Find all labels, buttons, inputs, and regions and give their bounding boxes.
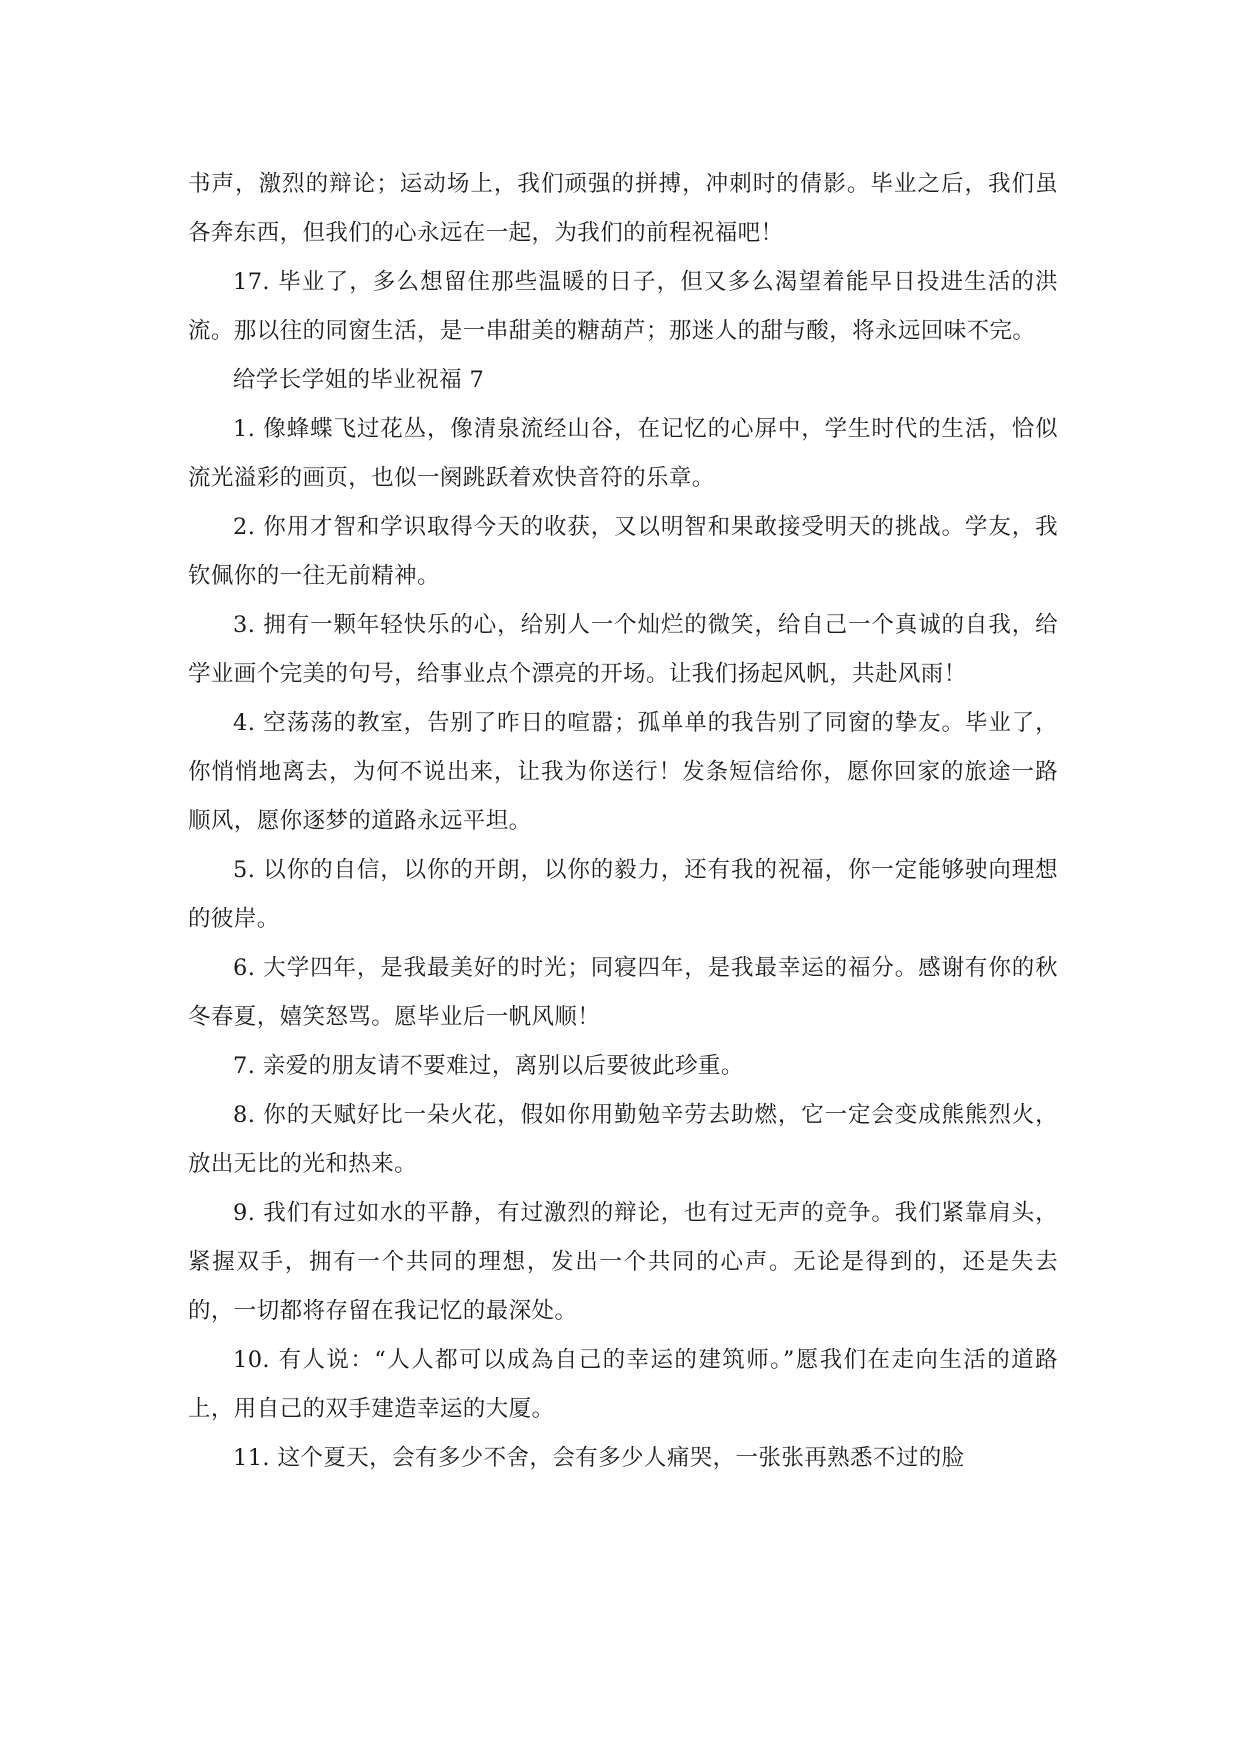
paragraph-wish-17: 17. 毕业了，多么想留住那些温暖的日子，但又多么渴望着能早日投进生活的洪流。那以往的同窗生活，是一串甜美的糖葫芦；那迷人的甜与酸，将永远回味不完。 — [188, 269, 1058, 344]
paragraph-wish-10: 10. 有人说：“人人都可以成為自己的幸运的建筑师。”愿我们在走向生活的道路上，用自己的双手建造幸运的大厦。 — [188, 1347, 1058, 1422]
paragraph-wish-6: 6. 大学四年，是我最美好的时光；同寝四年，是我最幸运的福分。感谢有你的秋冬春夏，嬉笑怒骂。愿毕业后一帆风顺！ — [188, 955, 1058, 1030]
paragraph-wish-2: 2. 你用才智和学识取得今天的收获，又以明智和果敢接受明天的挑战。学友，我钦佩你的一往无前精神。 — [188, 514, 1058, 589]
paragraph-wish-9: 9. 我们有过如水的平静，有过激烈的辩论，也有过无声的竞争。我们紧靠肩头，紧握双手，拥有一个共同的理想，发出一个共同的心声。无论是得到的，还是失去的，一切都将存留在我记忆的最深处。 — [188, 1200, 1058, 1324]
paragraph-wish-1: 1. 像蜂蝶飞过花丛，像清泉流经山谷，在记忆的心屏中，学生时代的生活，恰似流光溢彩的画页，也似一阕跳跃着欢快音符的乐章。 — [188, 416, 1058, 491]
paragraph-wish-11: 11. 这个夏天，会有多少不舍，会有多少人痛哭，一张张再熟悉不过的脸 — [233, 1445, 965, 1471]
document-body — [188, 160, 1058, 1483]
paragraph-wish-7: 7. 亲爱的朋友请不要难过，离别以后要彼此珍重。 — [233, 1053, 744, 1079]
paragraph-wish-8: 8. 你的天赋好比一朵火花，假如你用勤勉辛劳去助燃，它一定会变成熊熊烈火，放出无比的光和热来。 — [188, 1102, 1058, 1177]
section-heading: 给学长学姐的毕业祝福 7 — [233, 367, 485, 393]
paragraph-wish-4: 4. 空荡荡的教室，告别了昨日的喧嚣；孤单单的我告别了同窗的挚友。毕业了，你悄悄地离去，为何不说出来，让我为你送行！发条短信给你，愿你回家的旅途一路顺风，愿你逐梦的道路永远平坦。 — [188, 710, 1058, 834]
paragraph-wish-3: 3. 拥有一颗年轻快乐的心，给别人一个灿烂的微笑，给自己一个真诚的自我，给学业画个完美的句号，给事业点个漂亮的开场。让我们扬起风帆，共赴风雨！ — [188, 612, 1058, 687]
paragraph-wish-5: 5. 以你的自信，以你的开朗，以你的毅力，还有我的祝福，你一定能够驶向理想的彼岸。 — [188, 857, 1058, 932]
paragraph-continuation: 书声，激烈的辩论；运动场上，我们顽强的拼搏，冲刺时的倩影。毕业之后，我们虽各奔东西，但我们的心永远在一起，为我们的前程祝福吧！ — [188, 171, 1058, 246]
